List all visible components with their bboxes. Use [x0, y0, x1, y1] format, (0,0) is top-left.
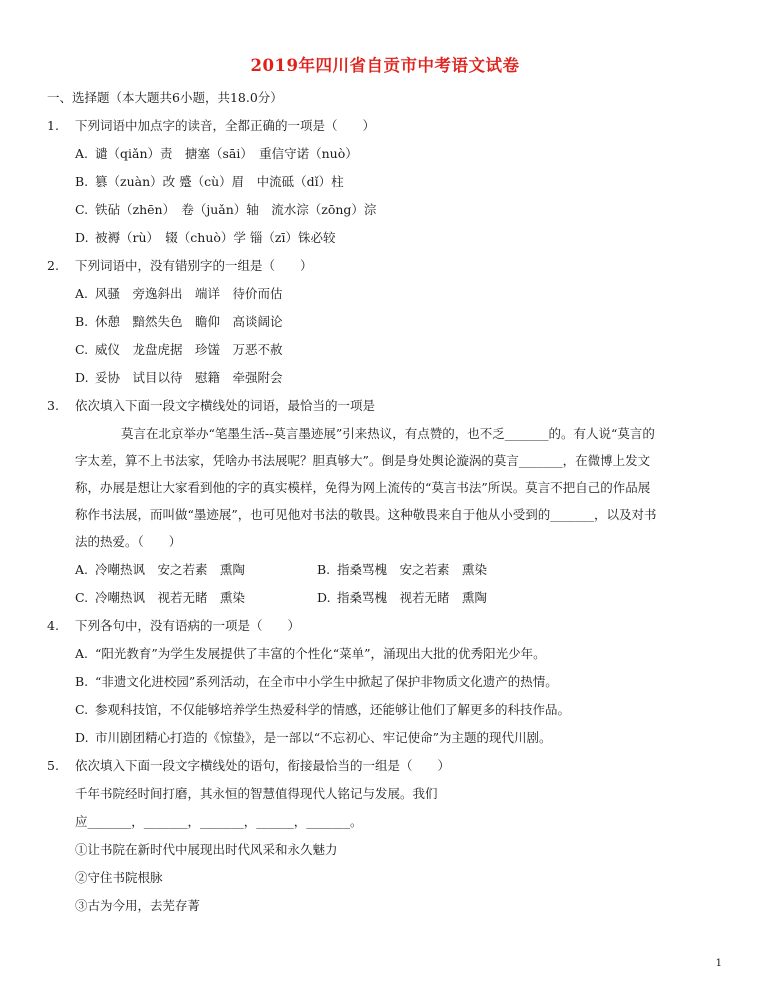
section-heading: 一、选择题（本大题共6小题，共18.0分） — [47, 90, 283, 105]
option-text: 风骚 旁逸斜出 端详 待价而估 — [95, 286, 283, 301]
option-label: D. — [317, 590, 331, 605]
option-label: B. — [317, 562, 331, 577]
option-text: 参观科技馆，不仅能够培养学生热爱科学的情感，还能够让他们了解更多的科技作品。 — [95, 702, 571, 717]
option-text: 指桑骂槐 安之若素 熏染 — [337, 562, 488, 577]
option-text: 铁砧（zhēn） 卷（juǎn）轴 流水淙（zōng）淙 — [95, 202, 377, 217]
option-label: B. — [75, 174, 89, 189]
option-label: C. — [75, 590, 89, 605]
option-text: “阳光教育”为学生发展提供了丰富的个性化“菜单”，涌现出大批的优秀阳光少年。 — [95, 646, 546, 661]
question-5-blanks: 应_______，_______，_______，______，_______。 — [75, 814, 363, 829]
option-text: 威仪 龙盘虎据 珍馐 万恶不赦 — [95, 342, 283, 357]
passage-line: 莫言在北京举办“笔墨生活--莫言墨迹展”引来热议，有点赞的，也不乏_______的。有人说“莫言的 — [121, 426, 655, 441]
question-4-number: 4. — [47, 618, 59, 633]
option-text: 休憩 黯然失色 瞻仰 高谈阔论 — [95, 314, 283, 329]
option-label: A. — [75, 286, 89, 301]
question-5-stem: 依次填入下面一段文字横线处的语句，衔接最恰当的一组是（ ） — [75, 758, 451, 773]
page-number: 1 — [715, 958, 722, 969]
question-2-option-a[interactable] — [75, 285, 283, 303]
option-label: B. — [75, 314, 89, 329]
question-1-number: 1. — [47, 118, 59, 133]
question-2-number: 2. — [47, 258, 59, 273]
question-4-option-c[interactable] — [75, 701, 570, 719]
option-text: 谴（qiǎn）责 搪塞（sāi） 重信守诺（nuò） — [95, 146, 358, 161]
option-label: A. — [75, 146, 89, 161]
option-text: 冷嘲热讽 视若无睹 熏染 — [95, 590, 246, 605]
question-1-option-c[interactable] — [75, 201, 376, 219]
option-label: C. — [75, 702, 89, 717]
question-5-number: 5. — [47, 758, 59, 773]
option-label: B. — [75, 674, 89, 689]
question-4-option-d[interactable] — [75, 729, 552, 747]
option-label: A. — [75, 646, 89, 661]
exam-title: 2019年四川省自贡市中考语文试卷 — [250, 56, 520, 75]
question-4-option-a[interactable] — [75, 645, 546, 663]
option-text: “非遗文化进校园”系列活动，在全市中小学生中掀起了保护非物质文化遗产的热情。 — [95, 674, 558, 689]
question-1-option-a[interactable] — [75, 145, 358, 163]
option-label: C. — [75, 342, 89, 357]
passage-line: 称作书法展，而叫做“墨迹展”，也可见他对书法的敬畏。这种敬畏来自于他从小受到的_______，以及对书 — [75, 507, 657, 522]
option-text: 被褥（rù） 辍（chuò）学 锱（zī）铢必较 — [95, 230, 336, 245]
option-text: 冷嘲热讽 安之若素 熏陶 — [95, 562, 246, 577]
option-text: 篡（zuàn）改 蹙（cù）眉 中流砥（dǐ）柱 — [95, 174, 344, 189]
question-5-sentence-1: ①让书院在新时代中展现出时代风采和永久魅力 — [75, 842, 338, 857]
passage-line: 法的热爱。（ ） — [75, 534, 182, 549]
option-text: 妥协 试目以待 慰籍 牵强附会 — [95, 370, 283, 385]
question-3-option-b[interactable] — [317, 561, 487, 579]
question-2-option-c[interactable] — [75, 341, 283, 359]
option-text: 指桑骂槐 视若无睹 熏陶 — [337, 590, 488, 605]
question-4-stem: 下列各句中，没有语病的一项是（ ） — [75, 618, 301, 633]
option-label: C. — [75, 202, 89, 217]
question-3-number: 3. — [47, 398, 59, 413]
question-3-option-a[interactable] — [75, 561, 245, 579]
question-4-option-b[interactable] — [75, 673, 558, 691]
question-2-option-b[interactable] — [75, 313, 283, 331]
question-3-option-d[interactable] — [317, 589, 487, 607]
option-label: D. — [75, 230, 89, 245]
passage-line: 字太差，算不上书法家，凭啥办书法展呢？胆真够大”。倒是身处舆论漩涡的莫言_______，在微博上发文 — [75, 453, 651, 468]
option-label: D. — [75, 730, 89, 745]
question-2-stem: 下列词语中，没有错别字的一组是（ ） — [75, 258, 313, 273]
question-1-option-d[interactable] — [75, 229, 335, 247]
passage-line: 称，办展是想让大家看到他的字的真实模样，免得为网上流传的“莫言书法”所误。莫言不把自己的作品展 — [75, 480, 651, 495]
question-5-sentence-2: ②守住书院根脉 — [75, 870, 163, 885]
question-5-sentence-3: ③古为今用，去芜存菁 — [75, 898, 201, 913]
question-3-stem: 依次填入下面一段文字横线处的词语，最恰当的一项是 — [75, 398, 376, 413]
question-1-option-b[interactable] — [75, 173, 344, 191]
question-1-stem: 下列词语中加点字的读音，全都正确的一项是（ ） — [75, 118, 376, 133]
question-2-option-d[interactable] — [75, 369, 283, 387]
option-label: A. — [75, 562, 89, 577]
option-label: D. — [75, 370, 89, 385]
question-5-line: 千年书院经时间打磨，其永恒的智慧值得现代人铭记与发展。我们 — [75, 786, 438, 801]
option-text: 市川剧团精心打造的《惊蛰》，是一部以“不忘初心、牢记使命”为主题的现代川剧。 — [95, 730, 552, 745]
question-3-option-c[interactable] — [75, 589, 245, 607]
